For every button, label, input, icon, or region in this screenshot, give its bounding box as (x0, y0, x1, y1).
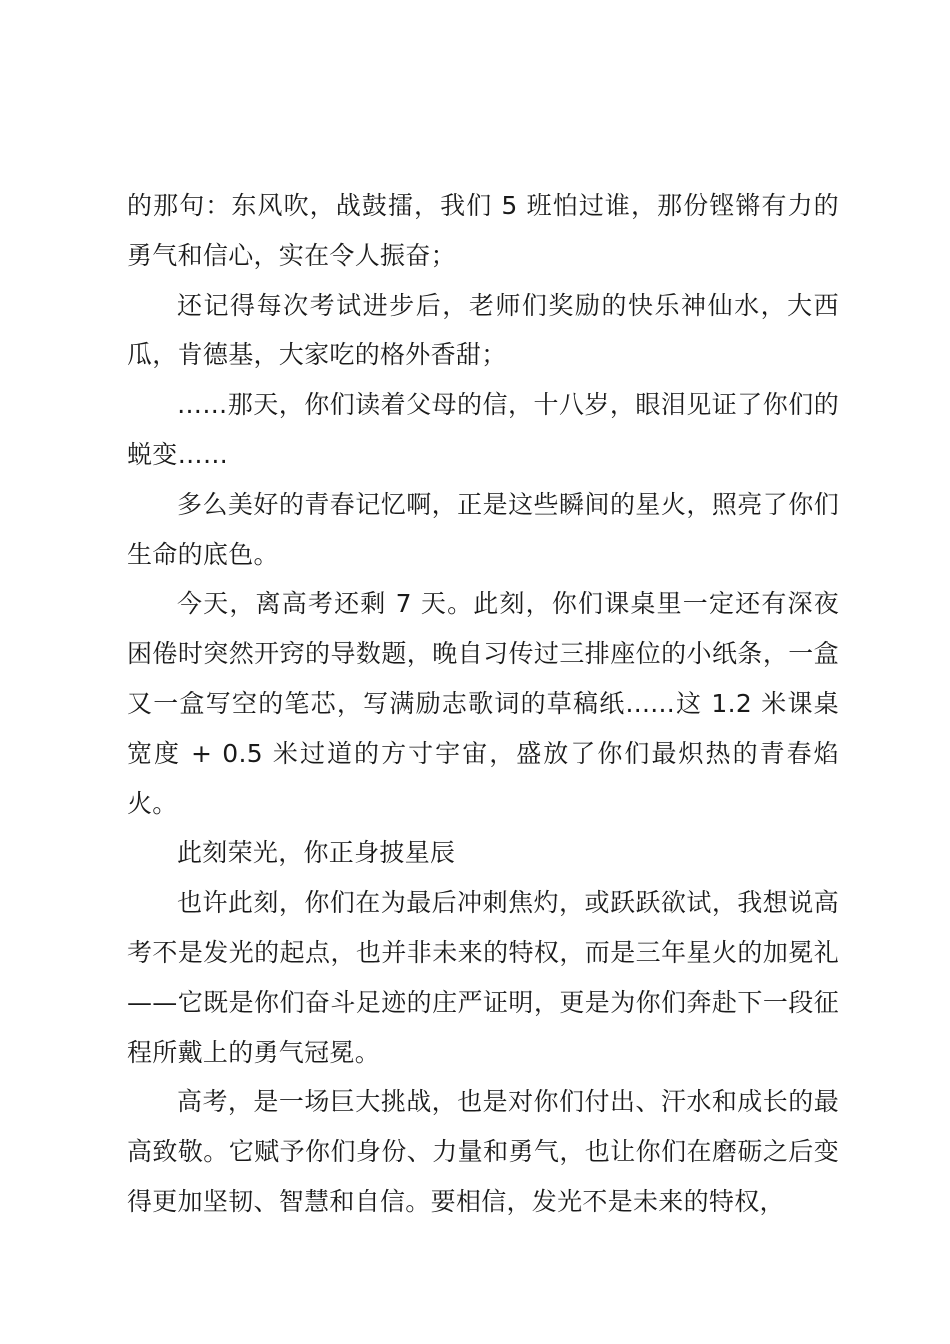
section-heading: 此刻荣光，你正身披星辰 (177, 838, 456, 868)
paragraph-coronation: 也许此刻，你们在为最后冲刺焦灼，或跃跃欲试，我想说高考不是发光的起点，也并非未来的特权，而是三年星火的加冕礼——它既是你们奋斗足迹的庄严证明，更是为你们奔赴下一段征程所戴上的勇气冠冕。 (127, 888, 839, 1067)
paragraph-continuation: 的那句：东风吹，战鼓擂，我们 5 班怕过谁，那份铿锵有力的勇气和信心，实在令人振奋； (127, 191, 839, 270)
paragraph-parents-letter: ……那天，你们读着父母的信，十八岁，眼泪见证了你们的蜕变…… (127, 390, 839, 469)
paragraph-youth-memory: 多么美好的青春记忆啊，正是这些瞬间的星火，照亮了你们生命的底色。 (127, 489, 839, 569)
paragraph-rewards-memory: 还记得每次考试进步后，老师们奖励的快乐神仙水，大西瓜，肯德基，大家吃的格外香甜； (127, 290, 839, 370)
paragraph-seven-days: 今天，离高考还剩 7 天。此刻，你们课桌里一定还有深夜困倦时突然开窍的导数题，晚自习传过三排座位的小纸条，一盒又一盒写空的笔芯，写满励志歌词的草稿纸......这 1.2 米课桌宽度 + 0.5 米过道的方寸宇宙，盛放了你们最炽热的青春焰火。 (127, 589, 839, 818)
paragraph-challenge: 高考，是一场巨大挑战，也是对你们付出、汗水和成长的最高致敬。它赋予你们身份、力量和勇气，也让你们在磨砺之后变得更加坚韧、智慧和自信。要相信，发光不是未来的特权， (127, 1087, 839, 1216)
document-body (127, 181, 839, 1227)
